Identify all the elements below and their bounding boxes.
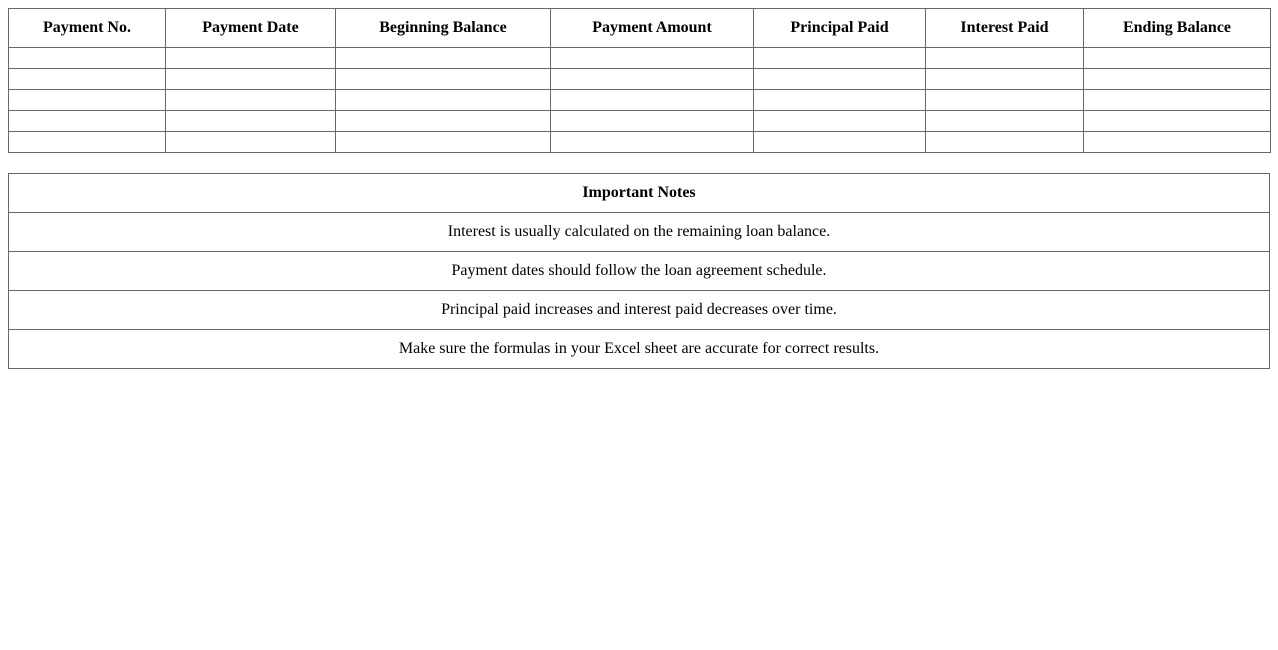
cell	[336, 132, 551, 153]
note-row	[9, 213, 1270, 252]
cell	[1084, 132, 1271, 153]
cell	[336, 48, 551, 69]
cell	[336, 90, 551, 111]
header-principal-paid: Principal Paid	[754, 9, 926, 48]
table-row	[9, 132, 1271, 153]
header-ending-balance: Ending Balance	[1084, 9, 1271, 48]
cell	[9, 69, 166, 90]
header-payment-date: Payment Date	[166, 9, 336, 48]
cell	[551, 90, 754, 111]
note-row	[9, 330, 1270, 369]
cell	[754, 69, 926, 90]
table-row	[9, 48, 1271, 69]
cell	[166, 111, 336, 132]
cell	[754, 132, 926, 153]
cell	[166, 48, 336, 69]
cell	[166, 69, 336, 90]
cell	[336, 111, 551, 132]
header-beginning-balance: Beginning Balance	[336, 9, 551, 48]
cell	[926, 69, 1084, 90]
cell	[551, 48, 754, 69]
cell	[926, 90, 1084, 111]
cell	[754, 48, 926, 69]
header-payment-no: Payment No.	[9, 9, 166, 48]
cell	[551, 132, 754, 153]
note-row	[9, 291, 1270, 330]
cell	[9, 111, 166, 132]
cell	[9, 48, 166, 69]
note-text: Make sure the formulas in your Excel sheet are accurate for correct results.	[9, 330, 1270, 369]
note-text: Principal paid increases and interest paid decreases over time.	[9, 291, 1270, 330]
cell	[1084, 69, 1271, 90]
cell	[754, 111, 926, 132]
important-notes-table	[8, 173, 1270, 369]
cell	[551, 111, 754, 132]
header-payment-amount: Payment Amount	[551, 9, 754, 48]
note-text: Payment dates should follow the loan agreement schedule.	[9, 252, 1270, 291]
amortization-schedule-table	[8, 8, 1271, 153]
cell	[926, 132, 1084, 153]
notes-title: Important Notes	[9, 174, 1270, 213]
cell	[926, 48, 1084, 69]
table-row	[9, 90, 1271, 111]
header-row	[9, 9, 1271, 48]
note-text: Interest is usually calculated on the remaining loan balance.	[9, 213, 1270, 252]
note-row	[9, 252, 1270, 291]
cell	[754, 90, 926, 111]
cell	[336, 69, 551, 90]
table-row	[9, 69, 1271, 90]
cell	[9, 132, 166, 153]
cell	[166, 90, 336, 111]
cell	[551, 69, 754, 90]
cell	[1084, 48, 1271, 69]
cell	[1084, 90, 1271, 111]
header-interest-paid: Interest Paid	[926, 9, 1084, 48]
cell	[926, 111, 1084, 132]
cell	[166, 132, 336, 153]
cell	[9, 90, 166, 111]
table-row	[9, 111, 1271, 132]
notes-header-row	[9, 174, 1270, 213]
cell	[1084, 111, 1271, 132]
